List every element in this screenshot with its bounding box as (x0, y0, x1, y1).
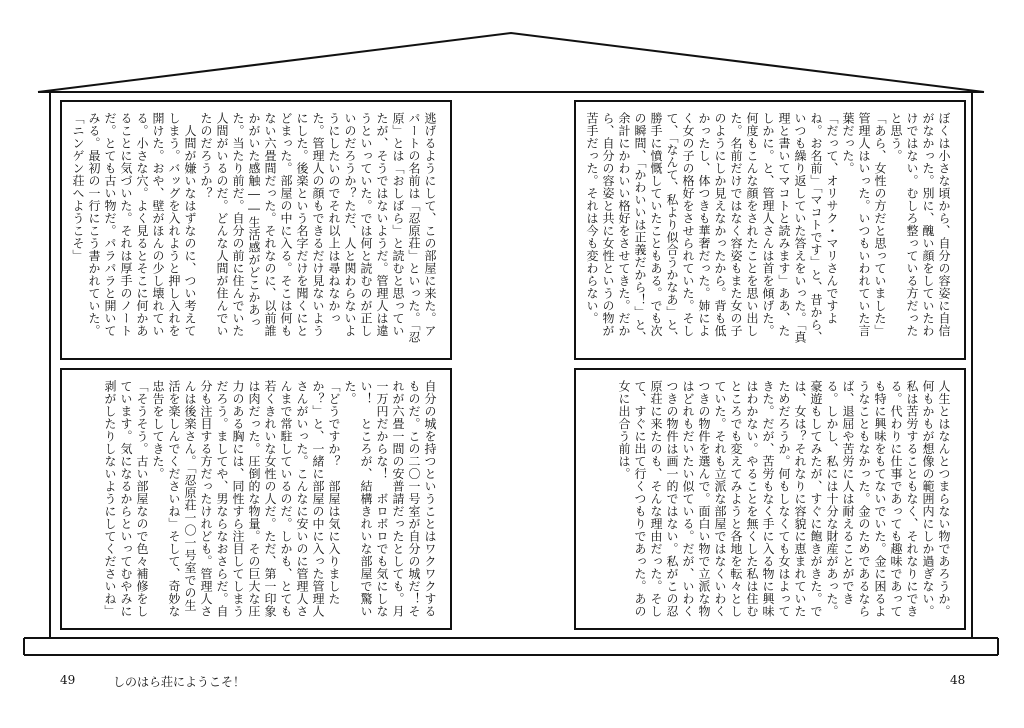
page-number-right: 48 (950, 673, 966, 687)
text-panel-right-bottom (574, 368, 966, 630)
vertical-text-left-bottom: 自分の城を持つということはワクワクするものだ。この二〇一号室が自分の城だ！それが六畳一間の安普請だったとしても。月一万円だからな！ ボロボロでも気にしない！ ところが、結構きれいな部屋で驚いた。 「どうですか？ 部屋は気に入りましたか？」と、一緒に部屋の中に入った管理人さんがいった。こんなに安いのに管理人さんまで常駐しているのだ。しかも、とても若くきれいな女性の人だ。ただ、第一印象は肉だった。圧倒的な物量。その巨大な圧力のある胸には、同性すら注目してしまうだろう。ましてや、男ならなおさらだ。自分も注目する方だったけれども。管理人さんは後楽さん。「忍原荘一〇一号室での生活を楽しんでくださいね」そして、奇妙な忠告をしてきた。 「そうそう。古い部屋なので色々補修をしています。気になるからといってむやみに剥がしたりしないようにしてくださいね」 (103, 380, 437, 618)
roof-outline (38, 33, 984, 92)
page-number-left: 49 (60, 673, 76, 687)
text-panel-right-top (574, 100, 966, 360)
vertical-text-right-top: ぼくは小さな頃から、自分の容姿に自信がなかった。別に、醜い顔をしていたわけではない。むしろ整っている方だったと思う。 「あら、女性の方だと思っていました」管理人はいった。いつもいわれていた言葉だった。 「だって、オリサク・マリさんですよね。お名前」「マコトです」と、昔から、いつも繰り返していた答えをいった。「真理と書いてマコトと読みます」ああ、たしかに。と、管理人さんは首を傾げた。何度もこんな顔をされたことを思い出した。名前だけではなく容姿もまた女の子のようにしか見えなかったから。背も低かったし、体つきも華奢だった。姉によく女の子の格好をさせられていた。そして、「なんて、私より似合うかなあ」と、勝手に憤慨していたこともある。でも次の瞬間、「かわいいは正義だから！」と、余計にかわいい格好をさせてきた。だから、自分の容姿と共に女性というの物が苦手だった。それは今も変わらない。 (585, 112, 951, 344)
text-panel-left-top (60, 100, 452, 360)
text-panel-left-bottom (60, 368, 452, 630)
vertical-text-right-bottom: 人生とはなんとつまらない物であろうか。何もかもが想像の範囲内にしか過ぎない。私は苦労することもなく、それなりにできる。代わりに仕事であっても趣味であっても特に興味をもてないでいた。金に困るようなこともなかった。金のためであるならば、退屈や苦労に人は耐えることができる。しかし、私には十分な財産があった。豪遊もしてみたが、すぐに飽きがきた。では、女は？それなりに容貌に恵まれていたためだろうか。何もしなくても女はよってきた。だが、苦労もなく手に入る物に興味はわかない。やることを無くした私は住むところでも変えてみようと各地を転々としていた。それも立派な部屋ではなくいわくつきの物件を選んで。面白い物で立派な物はどれもだいたい似ている。だが、いわくつきの物件は画一的ではない。私がこの忍原荘に来たのも、そんな理由だった。そして、すぐに出て行くつもりであった。あの女に出合う前は。 (617, 380, 951, 618)
vertical-text-left-top: 逃げるようにして、この部屋に来た。アパートの名前は「忍原荘」といった。「忍原」とは「おしばら」と読むと思っていたが、そうではないようだ。管理人は違うといっていた。では何と読むのが正しいのだろうか？ただ、人と関わらないようにしたいのでそれ以上は尋ねなかった。管理人の顔もできるだけ見ないようにした。後楽という名字だけを聞くにとどまった。部屋の中に入る。そこは何もない六畳間だった。それなのに、以前誰かがいた感触――生活感がどこかあった。当たり前だ。自分の前に住んでいた人間がいるのだ。どんな人間が住んでいたのだろうか？ 人間が嫌いなはずなのに、つい考えてしまう。バッグを入れようと押し入れを開けた。おや、壁がほんの少し壊れている。小さな穴。よく見るとそこに何かあることに気づいた。それは厚手のノートだ。とても古い物だ。パラパラと開いてみる。最初の一行にこう書かれていた。「ニンゲン荘へようこそ」 (71, 112, 437, 344)
running-title: しのはら荘にようこそ！ (113, 675, 246, 689)
